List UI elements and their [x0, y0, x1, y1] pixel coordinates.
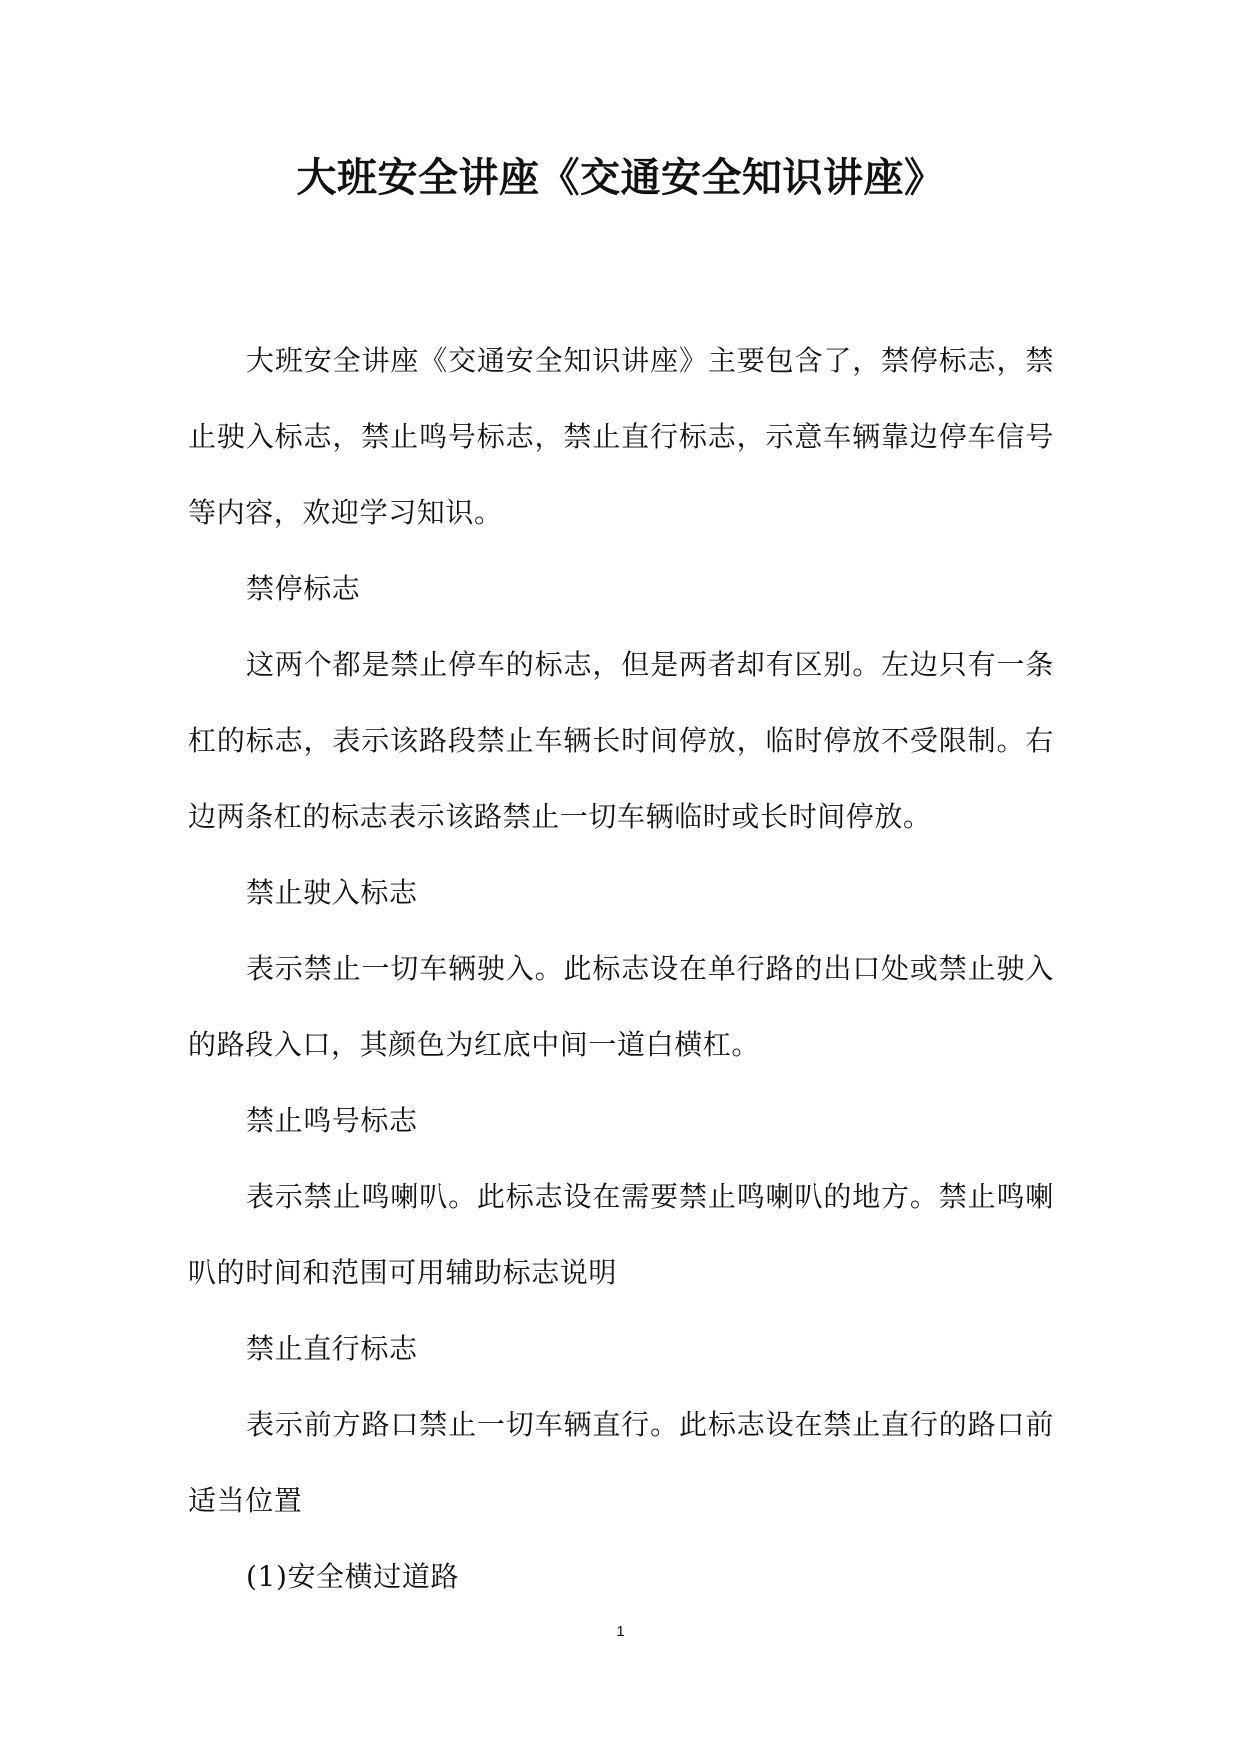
- section-heading-no-parking: 禁停标志: [246, 572, 361, 605]
- intro-paragraph: 大班安全讲座《交通安全知识讲座》主要包含了，禁停标志，禁止驶入标志，禁止鸣号标志，禁止直行标志，示意车辆靠边停车信号等内容，欢迎学习知识。: [188, 344, 1054, 529]
- page-title: 大班安全讲座《交通安全知识讲座》: [296, 155, 945, 201]
- paragraph-no-parking: 这两个都是禁止停车的标志，但是两者却有区别。左边只有一条杠的标志，表示该路段禁止车辆长时间停放，临时停放不受限制。右边两条杠的标志表示该路禁止一切车辆临时或长时间停放。: [188, 648, 1054, 833]
- paragraph-no-straight: 表示前方路口禁止一切车辆直行。此标志设在禁止直行的路口前适当位置: [188, 1408, 1054, 1517]
- page-number: 1: [616, 1623, 625, 1640]
- section-heading-no-entry: 禁止驶入标志: [246, 876, 418, 909]
- paragraph-no-entry: 表示禁止一切车辆驶入。此标志设在单行路的出口处或禁止驶入的路段入口，其颜色为红底中间一道白横杠。: [188, 952, 1054, 1061]
- section-heading-no-straight: 禁止直行标志: [246, 1332, 418, 1365]
- paragraph-no-horn: 表示禁止鸣喇叭。此标志设在需要禁止鸣喇叭的地方。禁止鸣喇叭的时间和范围可用辅助标志说明: [188, 1180, 1054, 1289]
- document-body: [188, 323, 1054, 1615]
- section-heading-no-horn: 禁止鸣号标志: [246, 1104, 418, 1137]
- list-item-crossing: (1)安全横过道路: [246, 1560, 460, 1593]
